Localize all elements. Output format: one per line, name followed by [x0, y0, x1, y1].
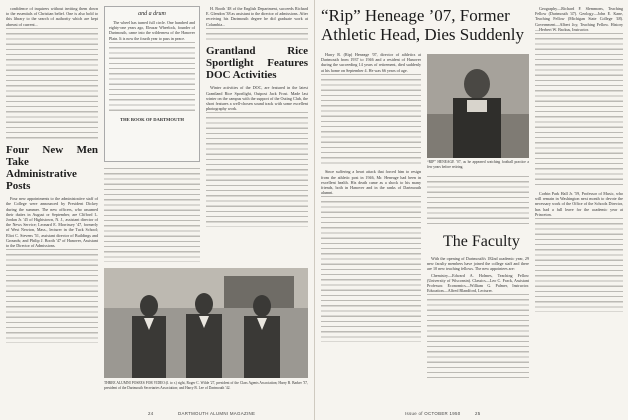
right-column-2-upper — [427, 176, 529, 230]
col2-text-block — [104, 168, 200, 262]
article-text-block — [321, 74, 421, 168]
article-intro: Harry R. (Rip) Heneage '07, director of athletics at Dartmouth from 1937 to 1946 and a resident of Hanover during the succeeding 14 years of retirement, died suddenly at his home on September 4. He was 66 years of age. — [321, 52, 421, 73]
box-signature: THE BOOK OF DARTMOUTH — [120, 116, 184, 122]
box-body — [109, 20, 195, 122]
left-column-1 — [6, 6, 98, 345]
group-photo — [104, 268, 308, 378]
right-col3-text-block-2 — [535, 218, 623, 312]
col1-text-block-2 — [6, 249, 98, 343]
col3-text-block — [206, 28, 308, 44]
right-column-1 — [321, 52, 421, 344]
faculty-text-block — [427, 294, 529, 377]
article-more: Since suffering a heart attack that forced him to resign from the athletic post in 1946, Mr. Heneage had been in excellent health. His death came as a shock to his many friends, both in Hanover and in the ranks of Dartmouth alumni. — [321, 169, 421, 196]
left-footer-title: DARTMOUTH ALUMNI MAGAZINE — [178, 411, 256, 416]
faculty-column — [427, 256, 529, 380]
col3-heading: Grantland Rice Sportlight Features DOC Activities — [206, 45, 308, 82]
faculty-list: Chemistry—Edward A. Holmes, Teaching Fellow (University of Wisconsin). Classics—Leo C. Frack, Assistant Professor. Economics—William G. Palmer, Instructor. Education—Alfred Blandford, Lecturer. — [427, 272, 529, 294]
box-text: The wheel has turned full circle. One hundred and eighty-one years ago, Eleazar Wheelock, founder of Dartmouth, came into the wilderness of the Hanover Plain. It is now the fourth year to pass in peace. — [109, 20, 195, 41]
left-column-3 — [206, 6, 308, 229]
col1-text-block — [6, 28, 98, 142]
col3-text-block-2 — [206, 112, 308, 226]
right-page-number: 25 — [475, 411, 481, 416]
photo-caption: THREE ALUMNI POSEES FOR VIDEO:(l. to r.) right, Roger C. Wilde '27, president of the Class Agents Association; Harry B. Barker '37, president of the Dartmouth Secretaries Association; and Harry B. Lee of Dartmouth '42. — [104, 381, 308, 390]
faculty-body: With the opening of Dartmouth's 182nd academic year, 29 new faculty members have joined the college staff and there are 10 new teaching fellows. The new appointees are: — [427, 256, 529, 272]
right-column-3 — [535, 6, 623, 314]
article-text-block-2 — [321, 196, 421, 342]
right-col3-bottom: Corbin Park Hall Jr. '59, Professor of Music, who will remain in Washington next month to devote the necessary work of the Office of the Schools Director, has had a full leave for the academic year at Princeton. — [535, 191, 623, 217]
col1-body: Four new appointments to the administrative staff of the College were announced by President Dickey during the summer. The new officers, who assumed their duties in August or September, are Clifford L. Jordan Jr. '45 of Hightstown, N. J., assistant director of the News Service; Leonard E. Morrissey '47, formerly of West Newton, Mass., lecturer in the Tuck School; Eliot C. Stevens '51, assistant director of Buildings and Grounds; and Philip J. Booth '47 of Hanover, Assistant to the Director of Admissions. — [6, 196, 98, 249]
heneage-photo — [427, 54, 529, 158]
col2-text-block-upper — [427, 176, 529, 228]
faculty-heading: The Faculty — [443, 233, 520, 250]
right-col3-text-block — [535, 33, 623, 189]
col1-top-text: confidence of inquirers without inviting them down to the essentials of Christian belief. One is also bold to this library to the search of authority which are kept abreast of current... — [6, 6, 98, 27]
box-title: and a drum — [138, 11, 166, 17]
heneage-caption: “RIP” HENEAGE ’07, as he appeared watching football practice a few years before retiring. — [427, 160, 529, 169]
left-column-2-lower — [104, 168, 200, 264]
right-footer-title: Issue of OCTOBER 1950 — [405, 411, 461, 416]
right-page — [315, 0, 628, 420]
box-text-block — [109, 42, 195, 115]
col3-body: Winter activities of the DOC, are featured in the latest Grantland Rice Sportlight, Outpost Jack Frost. Made last winter on the campus with the support of the Outing Club, the short features a well-chosen sound track with some excellent photography work. — [206, 85, 308, 112]
col1-heading: Four New Men Take Administrative Posts — [6, 144, 98, 193]
col3-top-text: H. Booth '48 of the English Department, succeeds Richard E. Glendon '38 as assistant to the director of admissions. After receiving his Dartmouth degree he did graduate work at Columbia... — [206, 6, 308, 27]
sidebar-box — [104, 6, 200, 162]
left-page-number: 24 — [148, 411, 154, 416]
right-col3-top: Geography—Richard F. Slemmons, Teaching Fellow (Dartmouth '47). Geology—John E. Kane, Teaching Fellow (Michigan State College '48). Government—Albert Joy, Teaching Fellow. History—Herbert W. Backus, Instructor. — [535, 6, 623, 32]
article-title: “Rip” Heneage ’07, Former Athletic Head, Dies Suddenly — [321, 6, 525, 44]
